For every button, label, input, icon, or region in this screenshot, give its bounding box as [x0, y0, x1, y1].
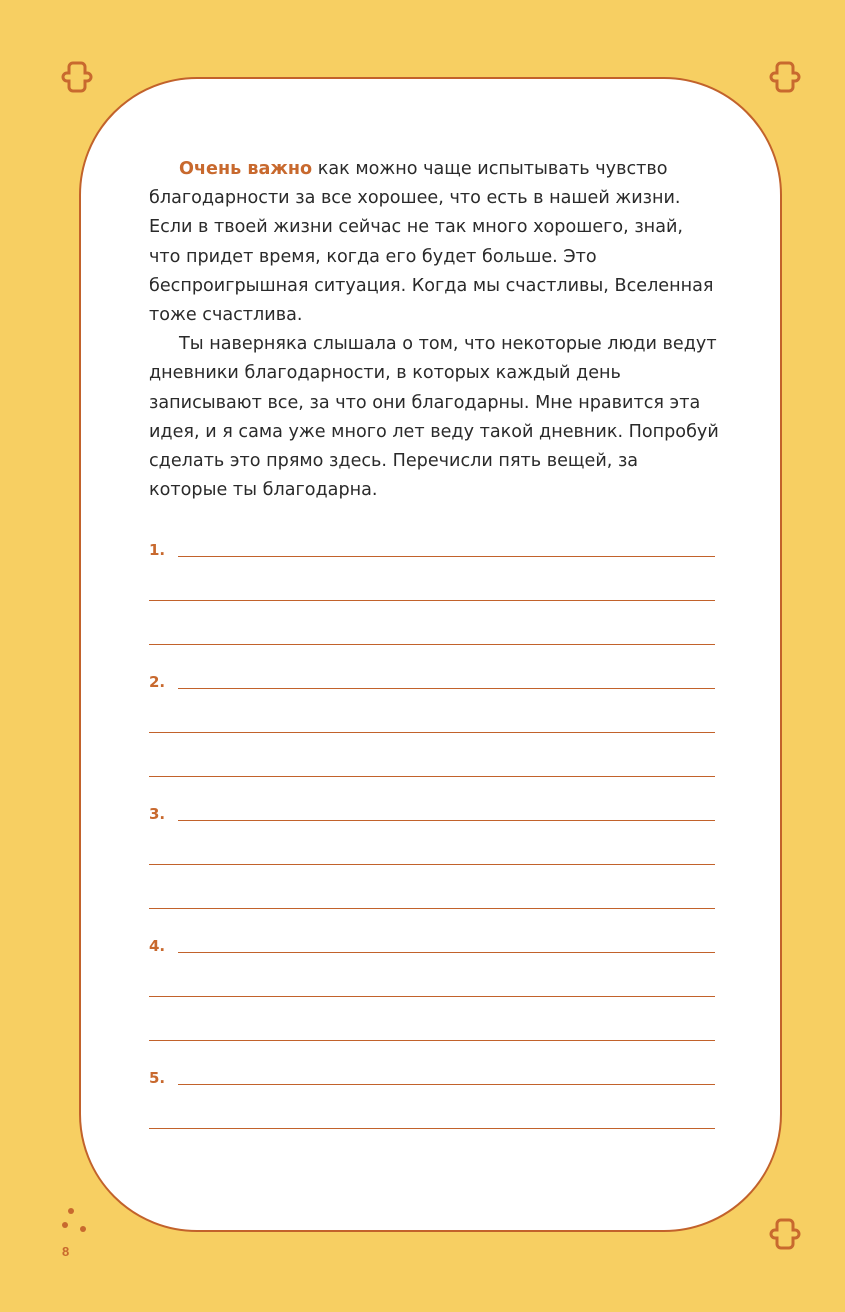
writing-line[interactable] — [178, 556, 715, 557]
writing-line[interactable] — [149, 644, 715, 645]
page-number: 8 — [62, 1244, 70, 1259]
content-card — [79, 77, 782, 1232]
writing-line[interactable] — [178, 1084, 715, 1085]
paragraph — [149, 330, 719, 505]
entry-number: 3. — [149, 805, 166, 823]
paragraph-text: Ты наверняка слышала о том, что некоторые люди ведут дневники благодарности, в которых каждый день записывают все, за что они благодарны. Мне нравится эта идея, и я сама уже много лет веду такой дневник. Попробуй сделать это прямо здесь. Перечисли пять вещей, за которые ты благодарна. — [149, 334, 719, 501]
highlight-text: Очень важно — [179, 159, 313, 179]
writing-line[interactable] — [149, 996, 715, 997]
quatrefoil-icon — [768, 1217, 802, 1251]
writing-line[interactable] — [178, 820, 715, 821]
entry-number: 4. — [149, 937, 166, 955]
writing-line[interactable] — [149, 600, 715, 601]
writing-line[interactable] — [149, 1040, 715, 1041]
writing-line[interactable] — [149, 908, 715, 909]
quatrefoil-icon — [60, 60, 94, 94]
writing-line[interactable] — [149, 864, 715, 865]
writing-line[interactable] — [149, 732, 715, 733]
writing-line[interactable] — [149, 776, 715, 777]
paragraph — [149, 155, 719, 330]
dots-icon — [62, 1208, 92, 1238]
writing-line[interactable] — [178, 688, 715, 689]
quatrefoil-icon — [768, 60, 802, 94]
writing-line[interactable] — [178, 952, 715, 953]
entry-number: 5. — [149, 1069, 166, 1087]
body-text — [149, 155, 719, 505]
paragraph-text: как можно чаще испытывать чувство благодарности за все хорошее, что есть в нашей жизни. Если в твоей жизни сейчас не так много хорошего, знай, что придет время, когда его будет больше. Это беспроигрышная ситуация. Когда мы счастливы, Вселенная тоже счастлива. — [149, 159, 714, 326]
entry-number: 2. — [149, 673, 166, 691]
writing-line[interactable] — [149, 1128, 715, 1129]
entry-number: 1. — [149, 541, 166, 559]
